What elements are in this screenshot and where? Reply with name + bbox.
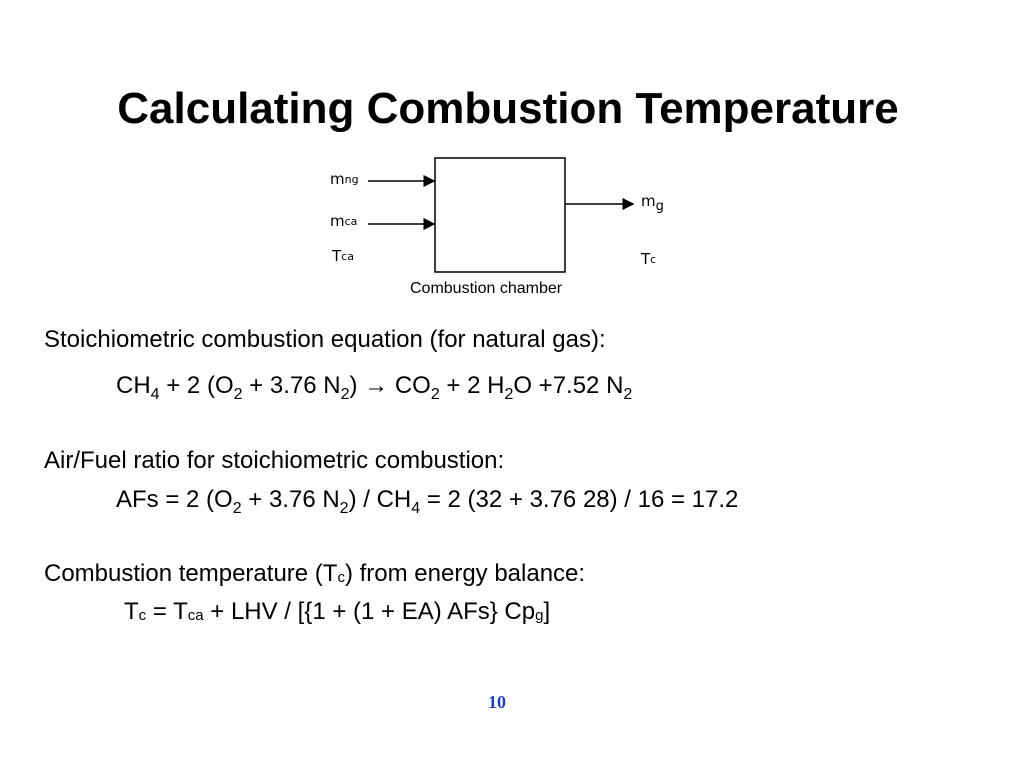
- label-m-g: $m_g$: [641, 192, 664, 214]
- slide-title: Calculating Combustion Temperature: [117, 84, 899, 133]
- af-equation: AFs = 2 ($O_2 + 3.76$ $N_2) / CH_4 = 2$ (32 + 3.76 28) / 16 = 17.2: [116, 486, 739, 517]
- label-t-ca: $T_{ca}$: [332, 247, 354, 265]
- label-m-ca: $m_{ca}$: [330, 212, 358, 230]
- arrow-icon: →: [364, 372, 389, 399]
- stoich-heading: Stoichiometric combustion equation (for natural gas):: [44, 326, 606, 353]
- label-t-c: $T_c$: [641, 250, 657, 268]
- af-heading: Air/Fuel ratio for stoichiometric combustion:: [44, 447, 505, 474]
- combustion-chamber-diagram: [0, 0, 1024, 320]
- temp-heading: Combustion temperature (Tc) from energy balance:: [44, 560, 586, 587]
- label-m-ng: $m_{ng}$: [330, 170, 359, 188]
- temp-equation: Tc = Tca + LHV / [{1 + (1 + EA) AFs} Cpg]: [124, 598, 551, 625]
- diagram-caption: Combustion chamber: [410, 280, 563, 297]
- chamber-box: [435, 158, 565, 272]
- stoich-equation: $CH_4 + 2$ ($O_2 + 3.76$ $N_2) \to CO_2 + 2$ $H_2O +7.52$ $N_2$: [116, 372, 633, 403]
- page-number: 10: [488, 692, 506, 712]
